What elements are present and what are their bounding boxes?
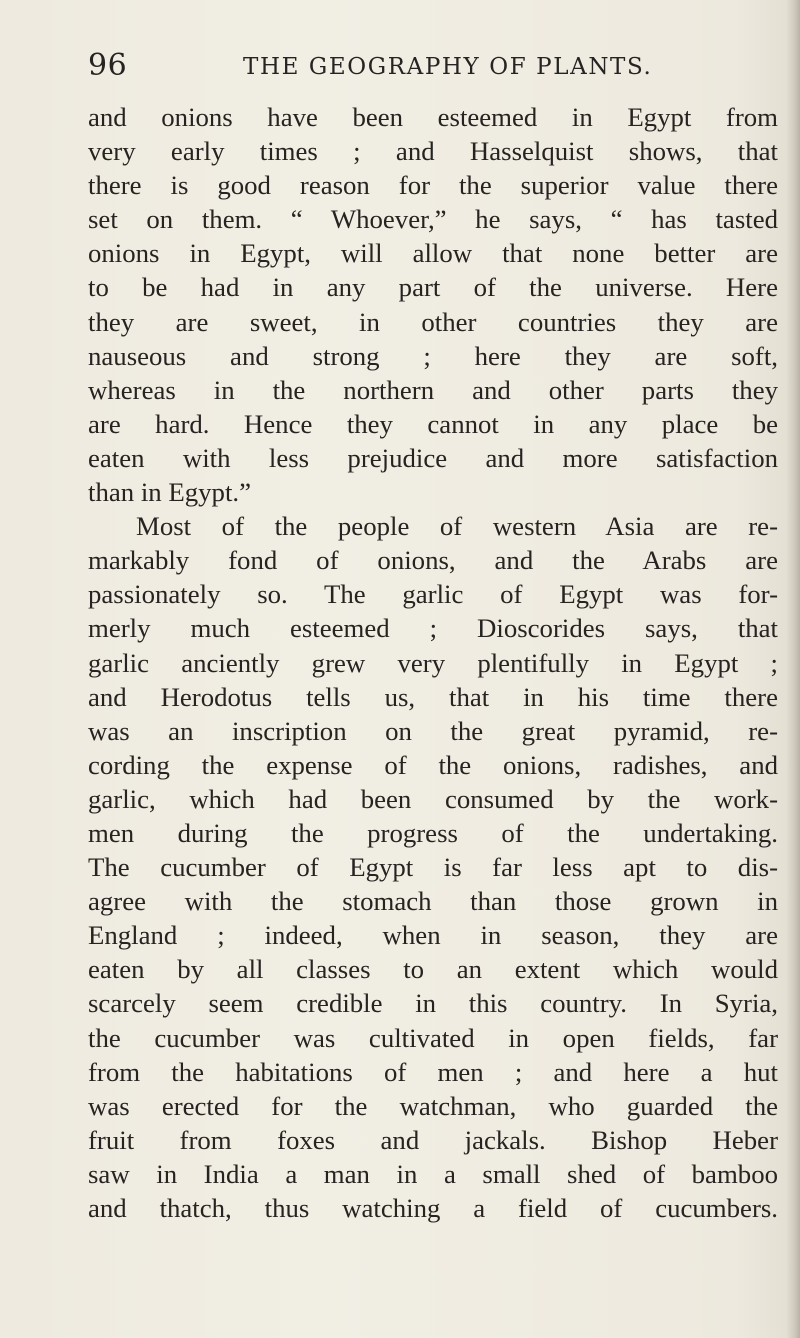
text-line: very early times ; and Hasselquist shows, that — [88, 136, 778, 167]
running-title: THE GEOGRAPHY OF PLANTS. — [243, 54, 653, 80]
paragraph-end-line: than in Egypt.” — [88, 477, 251, 508]
text-line: they are sweet, in other countries they are — [88, 306, 778, 337]
page-number: 96 — [88, 48, 128, 83]
text-line: and thatch, thus watching a field of cucumbers. — [88, 1193, 778, 1223]
text-line: from the habitations of men ; and here a hut — [88, 1056, 778, 1087]
text-line: garlic anciently grew very plentifully in Egypt ; — [88, 647, 778, 678]
text-line: eaten by all classes to an extent which would — [88, 954, 778, 985]
text-line: eaten with less prejudice and more satisfaction — [88, 442, 778, 473]
text-line: and onions have been esteemed in Egypt from — [88, 102, 778, 132]
text-line: fruit from foxes and jackals. Bishop Heber — [88, 1124, 778, 1155]
text-line: was an inscription on the great pyramid, re- — [88, 715, 778, 746]
text-line: whereas in the northern and other parts they — [88, 374, 778, 405]
text-line: garlic, which had been consumed by the work- — [88, 783, 778, 814]
text-line: onions in Egypt, will allow that none better are — [88, 238, 778, 269]
text-line: the cucumber was cultivated in open fields, far — [88, 1022, 778, 1053]
page-header — [88, 46, 778, 86]
text-line: The cucumber of Egypt is far less apt to dis- — [88, 852, 778, 883]
text-line: men during the progress of the undertaking. — [88, 817, 778, 848]
text-line: scarcely seem credible in this country. In Syria, — [88, 988, 778, 1019]
text-line: markably fond of onions, and the Arabs are — [88, 545, 778, 576]
text-line: set on them. “ Whoever,” he says, “ has tasted — [88, 204, 778, 235]
text-line: was erected for the watchman, who guarded the — [88, 1090, 778, 1121]
text-line: nauseous and strong ; here they are soft, — [88, 340, 778, 371]
text-line: cording the expense of the onions, radishes, and — [88, 749, 778, 780]
text-line: and Herodotus tells us, that in his time there — [88, 681, 778, 712]
text-line: there is good reason for the superior value there — [88, 170, 778, 201]
text-line: passionately so. The garlic of Egypt was for- — [88, 579, 778, 610]
text-line: to be had in any part of the universe. Here — [88, 272, 778, 303]
text-line: merly much esteemed ; Dioscorides says, that — [88, 613, 778, 644]
text-line: are hard. Hence they cannot in any place be — [88, 408, 778, 439]
text-line: agree with the stomach than those grown in — [88, 886, 778, 917]
page-edge-shadow — [786, 0, 800, 1338]
text-line: England ; indeed, when in season, they are — [88, 920, 778, 951]
body-text — [88, 100, 778, 1225]
text-line: saw in India a man in a small shed of bamboo — [88, 1158, 778, 1189]
paragraph-start-line: Most of the people of western Asia are re- — [136, 511, 778, 542]
